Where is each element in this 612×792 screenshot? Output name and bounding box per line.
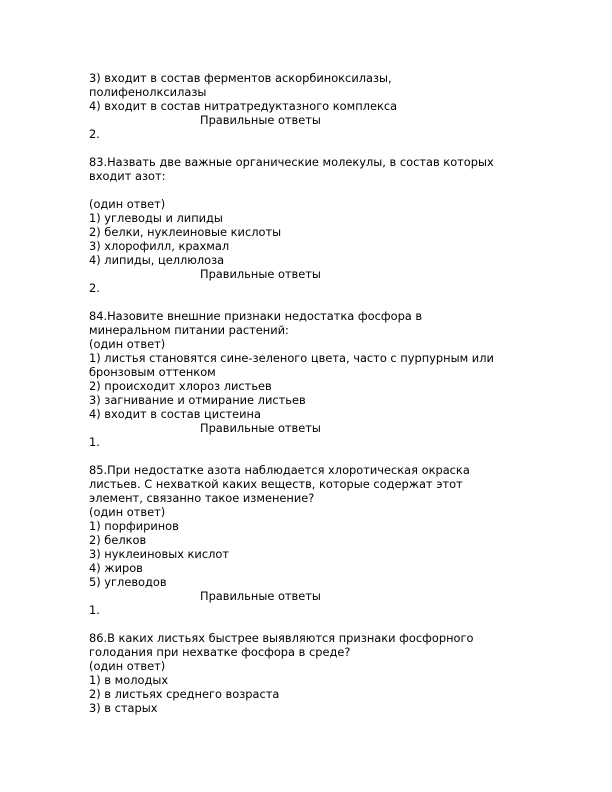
- spacer: [89, 449, 539, 463]
- spacer: [89, 141, 539, 155]
- answers-label: Правильные ответы: [200, 421, 321, 435]
- option-line: 2) происходит хлороз листьев: [89, 379, 272, 393]
- answers-label: Правильные ответы: [200, 113, 321, 127]
- spacer: [89, 295, 539, 309]
- answers-label: Правильные ответы: [200, 267, 321, 281]
- answer-value: 1.: [89, 435, 100, 449]
- option-line: 2) белков: [89, 533, 147, 547]
- instruction-text: (один ответ): [89, 337, 166, 351]
- answer-value: 2.: [89, 281, 100, 295]
- document-content: [89, 71, 539, 715]
- option-line: 3) нуклеиновых кислот: [89, 547, 229, 561]
- option-line: 4) липиды, целлюлоза: [89, 253, 225, 267]
- instruction-text: (один ответ): [89, 197, 166, 211]
- question-block-84: [89, 309, 539, 449]
- option-line: 1) углеводы и липиды: [89, 211, 223, 225]
- instruction-text: (один ответ): [89, 505, 166, 519]
- option-line: 4) входит в состав нитратредуктазного комплекса: [89, 99, 398, 113]
- option-line: 3) загнивание и отмирание листьев: [89, 393, 306, 407]
- option-line: 4) жиров: [89, 561, 143, 575]
- question-block-82-continuation: [89, 71, 539, 141]
- spacer: [89, 183, 539, 197]
- question-text: минеральном питании растений:: [89, 323, 289, 337]
- option-line: 3) входит в состав ферментов аскорбиноксилазы,: [89, 71, 392, 85]
- option-line: 1) листья становятся сине-зеленого цвета, часто с пурпурным или: [89, 351, 494, 365]
- answers-label: Правильные ответы: [200, 589, 321, 603]
- option-line: 1) порфиринов: [89, 519, 179, 533]
- question-block-83: [89, 155, 539, 295]
- question-block-85: [89, 463, 539, 617]
- question-text: 83.Назвать две важные органические молекулы, в состав которых: [89, 155, 494, 169]
- option-line: бронзовым оттенком: [89, 365, 216, 379]
- option-line: 3) хлорофилл, крахмал: [89, 239, 230, 253]
- option-line: полифенолксилазы: [89, 85, 207, 99]
- question-text: 85.При недостатке азота наблюдается хлоротическая окраска: [89, 463, 470, 477]
- question-block-86: [89, 631, 539, 715]
- spacer: [89, 617, 539, 631]
- question-text: листьев. С нехваткой каких веществ, которые содержат этот: [89, 477, 463, 491]
- answer-value: 2.: [89, 127, 100, 141]
- question-text: входит азот:: [89, 169, 166, 183]
- option-line: 4) входит в состав цистеина: [89, 407, 261, 421]
- option-line: 1) в молодых: [89, 673, 169, 687]
- question-text: 86.В каких листьях быстрее выявляются признаки фосфорного: [89, 631, 474, 645]
- question-text: голодания при нехватке фосфора в среде?: [89, 645, 351, 659]
- option-line: 2) белки, нуклеиновые кислоты: [89, 225, 282, 239]
- option-line: 5) углеводов: [89, 575, 167, 589]
- question-text: элемент, связанно такое изменение?: [89, 491, 315, 505]
- option-line: 3) в старых: [89, 701, 158, 715]
- answer-value: 1.: [89, 603, 100, 617]
- option-line: 2) в листьях среднего возраста: [89, 687, 280, 701]
- question-text: 84.Назовите внешние признаки недостатка фосфора в: [89, 309, 423, 323]
- instruction-text: (один ответ): [89, 659, 166, 673]
